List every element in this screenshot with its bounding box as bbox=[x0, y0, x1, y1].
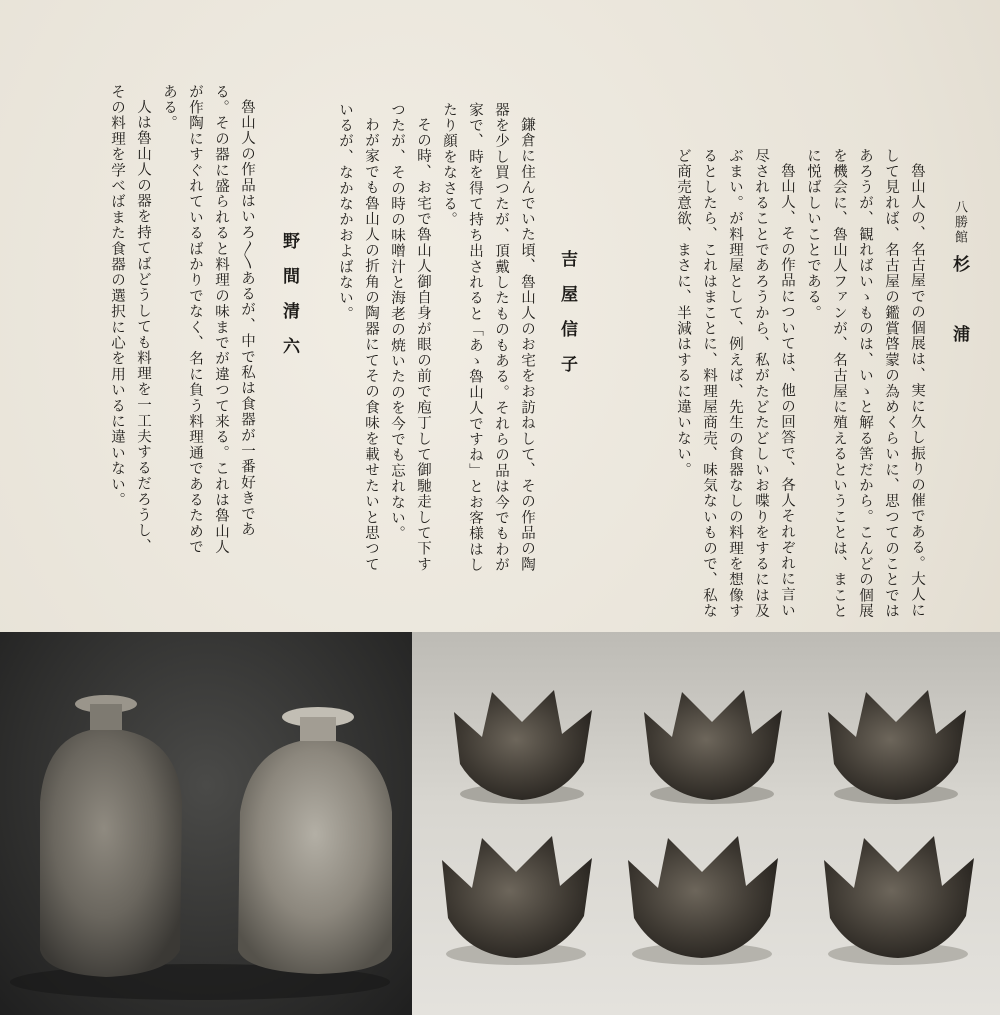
essay-sugiura bbox=[670, 148, 930, 620]
bottle-right bbox=[238, 707, 392, 974]
photo-sake-bottles bbox=[0, 632, 412, 1015]
essay-yoshiya bbox=[332, 102, 540, 574]
bowl-4 bbox=[442, 836, 592, 965]
paragraph: その時、お宅で魯山人御自身が眼の前で庖丁して御馳走して下すつたが、その時の味噌汁と海老の焼いたのを今でも忘れない。 bbox=[389, 102, 431, 572]
author-name: 野間清六 bbox=[279, 232, 299, 372]
bottle-left bbox=[40, 695, 182, 977]
paragraph: 魯山人の、名古屋での個展は、実に久し振りの催である。大人にして見れば、名古屋の鑑賞啓蒙の為めくらいに、思つてのことではあろうが、観ればいゝものは、いゝと解る筈だから。こんどの個展を機会に、魯山人ファンが、名古屋に殖えるということは、まことに悦ばしいことである。 bbox=[805, 148, 925, 619]
bowl-1 bbox=[454, 690, 592, 804]
author-noma bbox=[277, 232, 302, 492]
author-yoshiya bbox=[555, 250, 580, 510]
bowl-5 bbox=[628, 836, 778, 965]
paragraph: 魯山人の作品はいろ〳〵あるが、中で私は食器が一番好きである。その器に盛られると料理の味までが違つて来る。これは魯山人が作陶にすぐれているばかりでなく、名に負う料理通であるためである。 bbox=[161, 84, 255, 555]
bowl-6 bbox=[824, 836, 974, 965]
paragraph: 魯山人、その作品については、他の回答で、各人それぞれに言い尽されることであろうから、私がたどたどしいお喋りをするには及ぶまい。が料理屋として、例えば、先生の食器なしの料理を想像するとしたら、これはまことに、料理屋商売、味気ないもので、私など商売意欲、まさに、半減はするに違いない。 bbox=[675, 148, 795, 619]
essay-noma bbox=[104, 84, 260, 556]
author-sugiura bbox=[947, 200, 972, 500]
paragraph: わが家でも魯山人の折角の陶器にてその食味を載せたいと思つているが、なかなかおよばない。 bbox=[337, 102, 379, 572]
author-affiliation: 八勝館 bbox=[952, 200, 967, 245]
bowl-2 bbox=[644, 690, 782, 804]
photo-flower-bowls bbox=[412, 632, 1000, 1015]
bowl-3 bbox=[828, 690, 966, 804]
author-name: 吉屋信子 bbox=[557, 250, 577, 390]
paragraph: 人は魯山人の器を持てばどうしても料理を一工夫するだろうし、その料理を学べばまた食器の選択に心を用いるに違いない。 bbox=[109, 84, 151, 554]
paragraph: 鎌倉に住んでいた頃、魯山人のお宅をお訪ねして、その作品の陶器を少し買つたが、頂戴したものもある。それらの品は今でもわが家で、時を得て持ち出されると「あゝ魯山人ですね」とお客様はしたり顔をなさる。 bbox=[441, 102, 535, 573]
author-name: 杉 浦 bbox=[949, 255, 969, 360]
